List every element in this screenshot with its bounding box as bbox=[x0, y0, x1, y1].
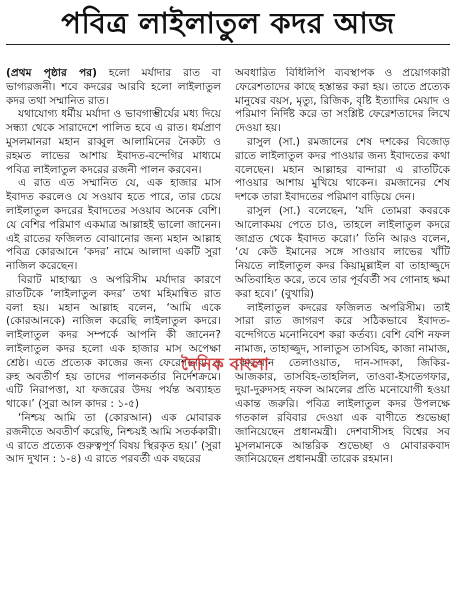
right-column bbox=[228, 67, 450, 599]
paragraph-8: রাসুল (সা.) বলেছেন, ‘যদি তোমরা কবরকে আলোকময় পেতে চাও, তাহলে লাইলাতুল কদরে জাগ্রত থেকে ইবাদত করো।’ তিনি আরও বলেন, ‘যে কেউ ইমানের সঙ্গে সাওয়াব লাভের খাঁটি নিয়তে লাইলাতুল কদর কিয়ামুল্লাইল বা তাহাজ্জুদে অতিবাহিত করে, তবে তার পূর্ববর্তী সব গোনাহ ক্ষমা করা হবে।’ (বুখারি) bbox=[235, 204, 450, 300]
headline: পবিত্র লাইলাতুল কদর আজ bbox=[6, 4, 450, 45]
paragraph-7: রাসুল (সা.) রমজানের শেষ দশকের বিজোড় রাতে লাইলাতুল কদর পাওয়ার জন্য ইবাদতের কথা বলেছেন। মহান আল্লাহর বান্দারা এ রাতটিকে পাওয়ার আশায় মুখিয়ে থাকেন। রমজানের শেষ দশকে তারা ইবাদতের পরিমাণ বাড়িয়ে দেন। bbox=[235, 135, 450, 204]
article-body bbox=[6, 67, 450, 599]
continued-label: (প্রথম পৃষ্ঠার পর) bbox=[6, 67, 97, 79]
paragraph-4: বিরাট মাহাত্ম্য ও অপরিসীম মর্যাদার কারণে রাতটিকে ‘লাইলাতুল কদর’ তথা মহিমান্বিত রাত বলা হয়। মহান আল্লাহ বলেন, ‘আমি একে (কোরআনকে) নাজিল করেছি লাইলাতুল কদরে। লাইলাতুল কদর সম্পর্কে আপনি কী জানেন? লাইলাতুল কদর হলো এক হাজার মাস অপেক্ষা শ্রেষ্ঠ। এতে প্রত্যেক কাজের জন্য ফেরেশতারা ও রুহ অবতীর্ণ হয় তাদের পালনকর্তার নির্দেশক্রমে। এটি নিরাপত্তা, যা ফজরের উদয় পর্যন্ত অব্যাহত থাকে।’ (সুরা আল কাদর : ১-৫) bbox=[6, 273, 221, 411]
paragraph-3: এ রাত এত সম্মানিত যে, এক হাজার মাস ইবাদত করলেও যে সওয়াব হতে পারে, তার চেয়ে লাইলাতুল কদরের ইবাদতের সওয়াব অনেক বেশি। যে বেশির পরিমাণ একমাত্র আল্লাহই ভালো জানেন। এই রাতের ফজিলত বোঝানোর জন্য মহান আল্লাহ পবিত্র কোরআনে ‘কদর’ নামে আলাদা একটি সুরা নাজিল করেছেন। bbox=[6, 177, 221, 273]
paragraph-1 bbox=[6, 67, 221, 108]
left-column bbox=[6, 67, 228, 599]
paragraph-1-text: হলো মর্যাদার রাত বা ভাগ্যরজনী। শবে কদরের আরবি হলো লাইলাতুল কদর তথা সম্মানিত রাত। bbox=[6, 67, 221, 107]
paragraph-6: অবধারিত বিধিলিপি ব্যবস্থাপক ও প্রয়োগকারী ফেরেশতাদের কাছে হস্তান্তর করা হয়। তাতে প্রত্যেক মানুষের বয়স, মৃত্যু, রিজিক, বৃষ্টি ইত্যাদির মেয়াদ ও পরিমাণ নির্দিষ্ট করে তা সংশ্লিষ্ট ফেরেশতাদের লিখে দেওয়া হয়। bbox=[235, 67, 450, 135]
watermark-logo: দৈনিক বাংলা bbox=[181, 355, 269, 375]
paragraph-5: ‘নিশ্চয় আমি তা (কোরআন) এক মোবারক রজনীতে অবতীর্ণ করেছি, নিশ্চয়ই আমি সতর্ককারী। এ রাতে প্রত্যেক গুরুত্বপূর্ণ বিষয় স্থিরকৃত হয়।’ (সুরা আদ দুখান : ১-৪) এ রাতে পরবর্তী এক বছরের bbox=[6, 411, 221, 466]
paragraph-2: যথাযোগ্য ধর্মীয় মর্যাদা ও ভাবগাম্ভীর্যের মধ্য দিয়ে সন্ধ্যা থেকে সারাদেশে পালিত হবে এ রাত। ধর্মপ্রাণ মুসলমানরা মহান রাব্বুল আলামিনের নৈকট্য ও রহমত লাভের আশায় ইবাদত-বন্দেগির মাধ্যমে পবিত্র লাইলাতুল কদরের রজনী পালন করবেন। bbox=[6, 108, 221, 176]
paragraph-9: লাইলাতুল কদরের ফজিলত অপরিসীম। তাই সারা রাত জাগরণ করে সঠিকভাবে ইবাদত-বন্দেগিতে মনোনিবেশ করা কর্তব্য। বেশি বেশি নফল নামাজ, তাহাজ্জুদ, সালাতুস তাসবিহ, কাজা নামাজ, কোরআন তেলাওয়াত, দান-সাদকা, জিকির-আজকার, তাসবিহ-তাহলিল, তাওবা-ইসতেগফার, দুয়া-দুরুদসহ নফল আমলের প্রতি মনোযোগী হওয়া একান্ত জরুরি। পবিত্র লাইলাতুল কদর উপলক্ষে গতকাল রবিবার দেওয়া এক বাণীতে শুভেচ্ছা জানিয়েছেন প্রধানমন্ত্রী। দেশবাসীসহ বিশ্বের সব মুসলমানকে আন্তরিক শুভেচ্ছা ও মোবারকবাদ জানিয়েছেন প্রধানমন্ত্রী তারেক রহমান। bbox=[235, 301, 450, 466]
